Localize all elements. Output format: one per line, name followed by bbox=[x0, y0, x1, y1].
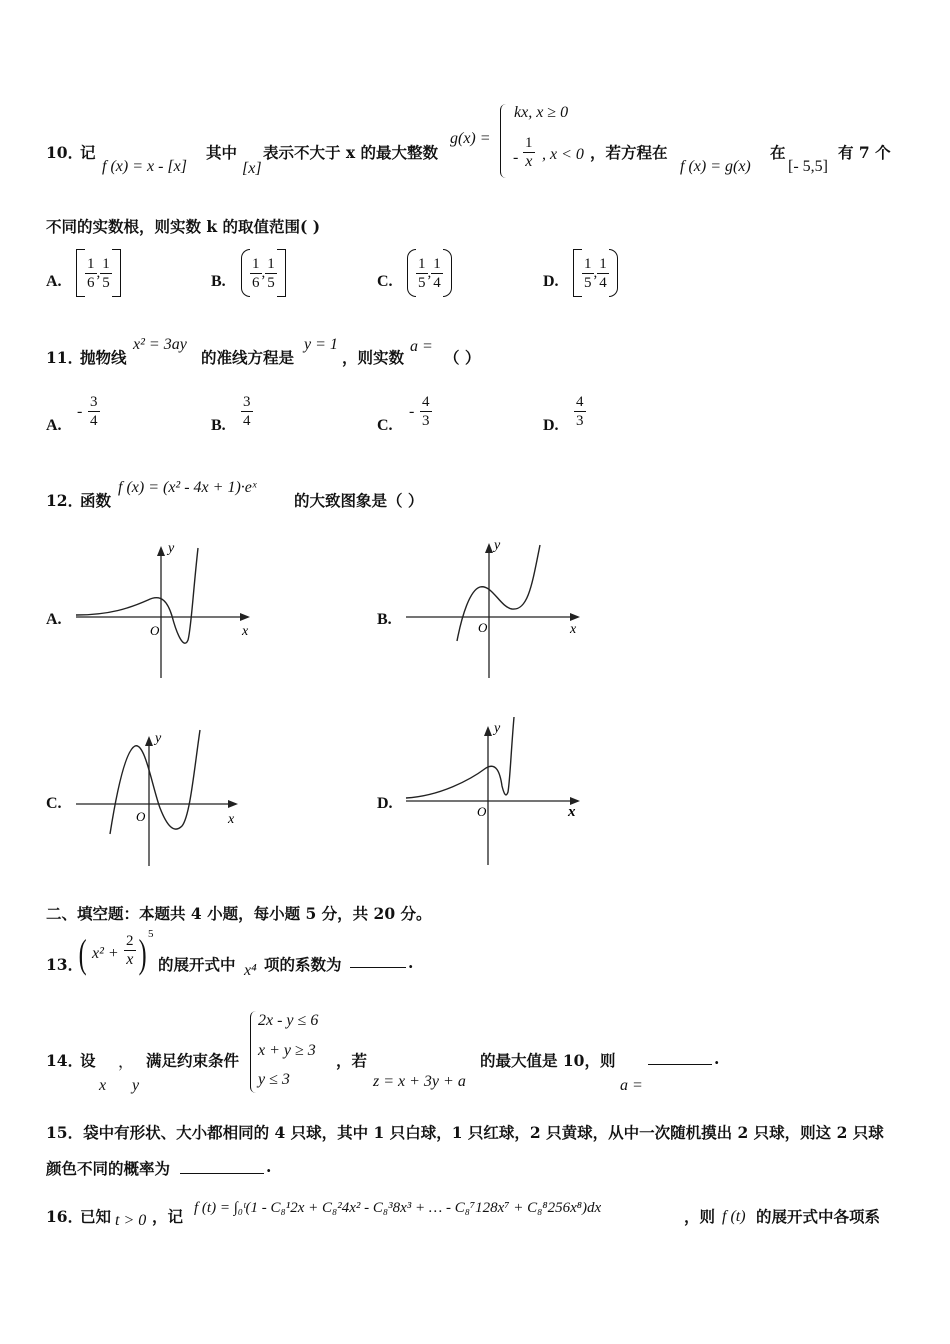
q15-end: . bbox=[266, 1157, 272, 1176]
q10-option-a-d2: 5 bbox=[102, 274, 110, 291]
q13-fraction-num: 2 bbox=[126, 933, 134, 949]
q12-number: 12． bbox=[46, 491, 84, 510]
q12-graph-a-origin: O bbox=[150, 623, 160, 638]
q14-she: 设 bbox=[80, 1051, 96, 1070]
q15-answer-blank[interactable] bbox=[180, 1173, 264, 1174]
q13-left-paren: ( bbox=[78, 931, 87, 976]
q10-interval: [- 5,5] bbox=[788, 158, 828, 175]
q12-graph-a[interactable] bbox=[70, 538, 260, 680]
q11-option-a-label: A. bbox=[46, 417, 62, 434]
q10-option-a-n2: 1 bbox=[102, 255, 110, 272]
q14-x: x bbox=[99, 1077, 107, 1094]
q10-option-b-left-paren bbox=[241, 249, 250, 297]
q11-option-c-num: 4 bbox=[422, 394, 430, 410]
q13-fraction bbox=[124, 932, 136, 969]
q14-ruo: ，若 bbox=[336, 1051, 368, 1070]
q10-option-c-d1: 5 bbox=[418, 274, 426, 291]
q10-g-case1: kx, x ≥ 0 bbox=[514, 104, 569, 121]
q10-option-b-n1: 1 bbox=[252, 255, 260, 272]
q14-constraint-2: x + y ≥ 3 bbox=[258, 1042, 316, 1059]
q10-option-a-left-bracket bbox=[76, 249, 85, 297]
q10-ji: 记 bbox=[80, 143, 96, 162]
q12-graph-b-y-arrow bbox=[485, 543, 493, 553]
q10-option-a-n1: 1 bbox=[87, 255, 95, 272]
q10-f-definition: f (x) = x - [x] bbox=[102, 158, 187, 175]
q12-graph-a-y-label: y bbox=[168, 541, 175, 556]
q11-option-c-sign: - bbox=[409, 403, 415, 420]
q11-directrix: y = 1 bbox=[304, 336, 338, 353]
q12-option-c-label[interactable]: C. bbox=[46, 795, 62, 812]
q12-text2: 的大致图象是（ ） bbox=[294, 491, 424, 510]
q12-graph-b-x-arrow bbox=[570, 613, 580, 621]
q10-option-d-n1: 1 bbox=[584, 255, 592, 272]
q11-text1: 抛物线 bbox=[80, 348, 127, 367]
q10-option-d-d1: 5 bbox=[584, 274, 592, 291]
q10-option-d-label: D. bbox=[543, 273, 559, 290]
q11-option-a-den: 4 bbox=[90, 413, 98, 429]
q12-graph-c-y-label: y bbox=[155, 731, 162, 746]
q14-objective: z = x + 3y + a bbox=[373, 1073, 466, 1090]
q14-end: . bbox=[714, 1049, 720, 1068]
q10-option-c-n2: 1 bbox=[433, 255, 441, 272]
q12-text1: 函数 bbox=[80, 491, 112, 510]
q10-option-b-label: B. bbox=[211, 273, 226, 290]
q12-graph-c-y-arrow bbox=[145, 736, 153, 746]
q12-graph-a-curve bbox=[76, 548, 198, 643]
q10-option-d-left-bracket bbox=[573, 249, 582, 297]
q12-graph-b-curve bbox=[457, 545, 540, 641]
q13-power: 5 bbox=[148, 928, 154, 940]
q14-comma: ， bbox=[118, 1054, 135, 1071]
q13-right-paren: ) bbox=[138, 931, 147, 976]
q14-y: y bbox=[132, 1077, 140, 1094]
q13-text2: 项的系数为 bbox=[264, 955, 342, 974]
q14-a-eq: a = bbox=[620, 1077, 643, 1094]
q16-integral: f (t) = ∫₀ᵗ(1 - C₈¹2x + C₈²4x² - C₈³8x³ + … - C₈⁷128x⁷ + C₈⁸256x⁸)dx bbox=[194, 1200, 602, 1216]
q15-line2: 颜色不同的概率为 bbox=[46, 1159, 171, 1178]
q10-g-lhs: g(x) = bbox=[450, 130, 491, 147]
q14-answer-blank[interactable] bbox=[648, 1064, 712, 1065]
q10-option-b-n2: 1 bbox=[267, 255, 275, 272]
q10-option-c-n1: 1 bbox=[418, 255, 426, 272]
q13-term: x⁴ bbox=[244, 962, 257, 979]
q12-graph-a-y-arrow bbox=[157, 546, 165, 556]
q10-option-a-label: A. bbox=[46, 273, 62, 290]
q10-description: 表示不大于 x 的最大整数 bbox=[263, 143, 439, 162]
q16-ft: f (t) bbox=[722, 1208, 746, 1225]
q11-text3: ，则实数 bbox=[342, 348, 405, 367]
q11-option-a-num: 3 bbox=[90, 394, 98, 410]
q10-option-c-label: C. bbox=[377, 273, 393, 290]
q10-zai: 在 bbox=[770, 143, 786, 162]
q12-option-d-label[interactable]: D. bbox=[377, 795, 393, 812]
q12-graph-b-x-label: x bbox=[570, 622, 577, 637]
q12-option-a-label[interactable]: A. bbox=[46, 611, 62, 628]
q11-option-c-label: C. bbox=[377, 417, 393, 434]
q10-option-a-right-bracket bbox=[112, 249, 121, 297]
q12-graph-c[interactable] bbox=[70, 726, 260, 868]
q10-option-d-right-paren bbox=[609, 249, 618, 297]
q11-option-c-den: 3 bbox=[422, 413, 430, 429]
q12-graph-c-x-arrow bbox=[228, 800, 238, 808]
q10-piecewise-brace bbox=[500, 104, 511, 178]
q11-equation: x² = 3ay bbox=[133, 336, 187, 353]
q14-number: 14． bbox=[46, 1051, 84, 1070]
q11-option-b-num: 3 bbox=[243, 394, 251, 410]
q12-graph-b[interactable] bbox=[400, 535, 590, 680]
q14-constraint-1: 2x - y ≤ 6 bbox=[258, 1012, 319, 1029]
q15-line1: 15．袋中有形状、大小都相同的 4 只球，其中 1 只白球，1 只红球，2 只黄球，从中一次随机摸出 2 只球，则这 2 只球 bbox=[46, 1123, 884, 1142]
q11-a-eq: a = bbox=[410, 338, 433, 355]
q10-option-d-d2: 4 bbox=[599, 274, 607, 291]
q13-number: 13． bbox=[46, 955, 84, 974]
q12-graph-a-x-arrow bbox=[240, 613, 250, 621]
q10-option-d-n2: 1 bbox=[599, 255, 607, 272]
q10-g-case2-rest: , x < 0 bbox=[542, 146, 584, 163]
q11-option-b-den: 4 bbox=[243, 413, 251, 429]
q12-graph-d-y-arrow bbox=[484, 726, 492, 736]
q12-graph-a-x-label: x bbox=[242, 624, 249, 639]
q11-option-d-den: 3 bbox=[576, 413, 584, 429]
q10-ruo: ，若方程在 bbox=[590, 143, 668, 162]
q10-option-b-right-bracket bbox=[277, 249, 286, 297]
q10-you: 有 7 个 bbox=[838, 143, 891, 162]
q10-option-b-d2: 5 bbox=[267, 274, 275, 291]
q12-graph-d[interactable] bbox=[400, 712, 590, 867]
q12-graph-d-x-label: x bbox=[568, 804, 576, 820]
q12-function: f (x) = (x² - 4x + 1)·eˣ bbox=[118, 479, 257, 496]
q10-g-case2-fraction bbox=[523, 134, 535, 171]
q13-fraction-den: x bbox=[126, 951, 134, 968]
q10-bracket-x: [x] bbox=[242, 160, 262, 177]
q10-qizhong: 其中 bbox=[206, 143, 238, 162]
q16-text4: 的展开式中各项系 bbox=[756, 1207, 881, 1226]
q16-number: 16． bbox=[46, 1207, 84, 1226]
q14-text1: 满足约束条件 bbox=[146, 1051, 240, 1070]
q10-g-case2-den: x bbox=[525, 153, 533, 170]
q10-number: 10． bbox=[46, 143, 84, 162]
q13-text1: 的展开式中 bbox=[158, 955, 236, 974]
q10-option-c-d2: 4 bbox=[433, 274, 441, 291]
q13-answer-blank[interactable] bbox=[350, 967, 406, 968]
q16-text2: ，记 bbox=[152, 1207, 184, 1226]
q12-option-b-label[interactable]: B. bbox=[377, 611, 392, 628]
q12-graph-b-y-label: y bbox=[494, 538, 501, 553]
q10-g-case2-minus: - bbox=[513, 149, 519, 166]
q10-option-c-right-paren bbox=[443, 249, 452, 297]
q11-option-b-label: B. bbox=[211, 417, 226, 434]
q11-option-d-label: D. bbox=[543, 417, 559, 434]
q12-graph-d-origin: O bbox=[477, 804, 487, 819]
q11-option-a-sign: - bbox=[77, 403, 83, 420]
q11-text2: 的准线方程是 bbox=[201, 348, 295, 367]
q12-graph-b-origin: O bbox=[478, 620, 488, 635]
q16-text1: 已知 bbox=[80, 1207, 112, 1226]
q10-option-c-left-paren bbox=[407, 249, 416, 297]
q13-base: x² + bbox=[92, 945, 119, 962]
q14-text2: 的最大值是 10，则 bbox=[480, 1051, 616, 1070]
q10-g-case2-num: 1 bbox=[525, 135, 533, 151]
q10-option-a-d1: 6 bbox=[87, 274, 95, 291]
q10-line2: 不同的实数根，则实数 k 的取值范围( ) bbox=[46, 217, 321, 236]
q11-number: 11． bbox=[46, 348, 84, 367]
q10-option-b-d1: 6 bbox=[252, 274, 260, 291]
q12-graph-d-y-label: y bbox=[494, 721, 501, 736]
q11-paren: （ ） bbox=[444, 348, 481, 367]
q11-option-d-num: 4 bbox=[576, 394, 584, 410]
q12-graph-c-x-label: x bbox=[228, 812, 235, 827]
q12-graph-c-origin: O bbox=[136, 809, 146, 824]
q16-text3: ，则 bbox=[684, 1207, 716, 1226]
section-2-heading: 二、填空题：本题共 4 小题，每小题 5 分，共 20 分。 bbox=[46, 904, 432, 923]
q14-constraint-3: y ≤ 3 bbox=[258, 1071, 290, 1088]
q10-equation: f (x) = g(x) bbox=[680, 158, 751, 175]
q13-end: . bbox=[408, 953, 414, 972]
q16-condition: t > 0 bbox=[115, 1212, 147, 1229]
